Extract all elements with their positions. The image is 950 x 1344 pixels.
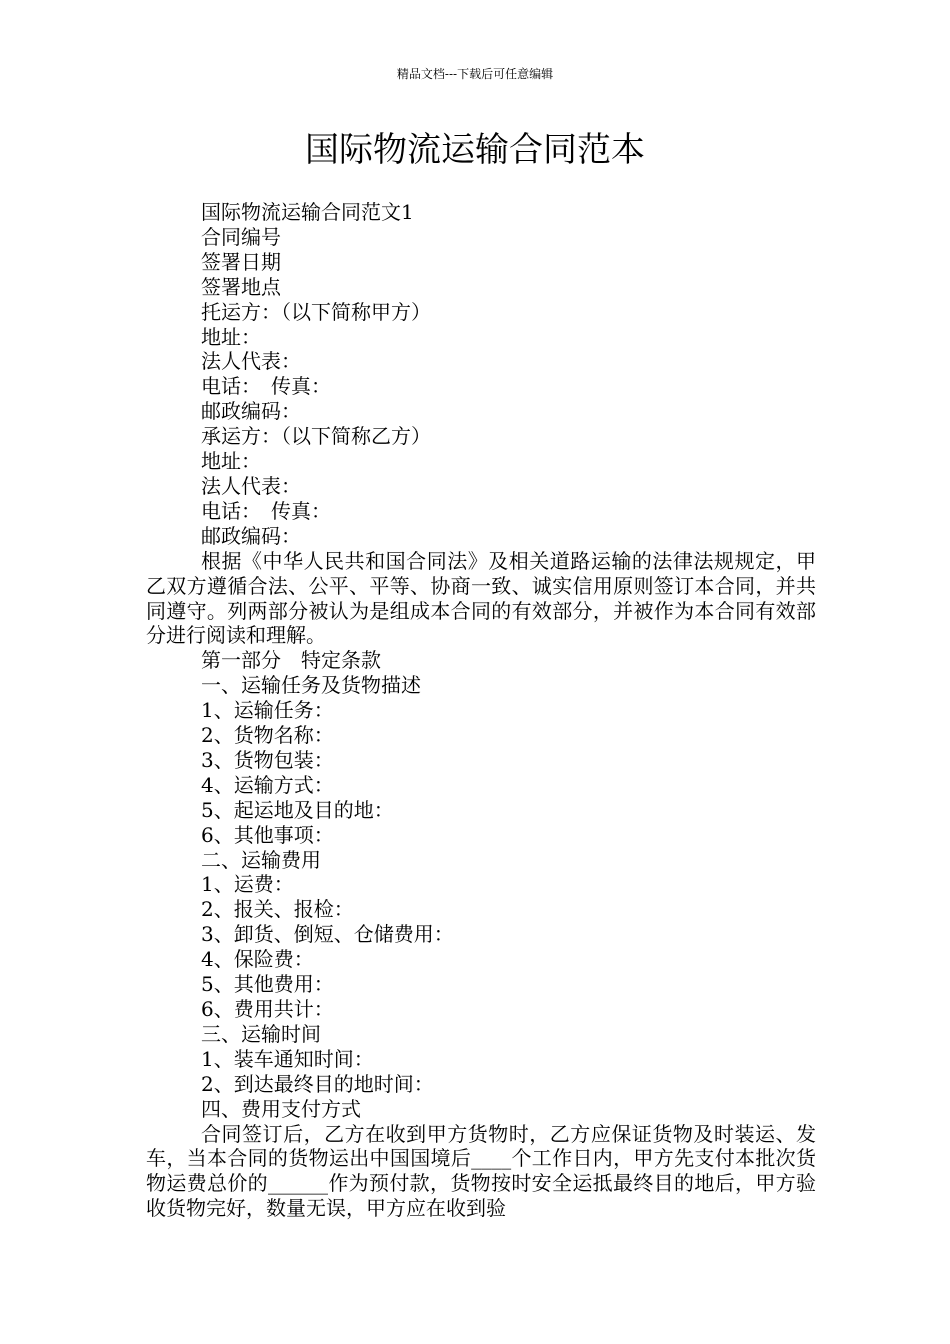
text-line: 签署日期 — [201, 249, 281, 274]
text-line: 第一部分 特定条款 — [201, 648, 381, 673]
text-line: 3、卸货、倒短、仓储费用： — [201, 922, 454, 947]
text-line: 4、运输方式： — [201, 772, 334, 797]
text-line: 电话： 传真： — [201, 498, 331, 523]
document-title: 国际物流运输合同范本 — [305, 130, 645, 170]
text-line: 5、其他费用： — [201, 972, 334, 997]
text-line: 合同编号 — [201, 224, 281, 249]
text-line: 6、费用共计： — [201, 997, 334, 1021]
text-line: 托运方：（以下简称甲方） — [201, 299, 431, 324]
text-line: 1、运费： — [201, 872, 294, 897]
text-line: 四、费用支付方式 — [201, 1096, 361, 1121]
text-line: 地址： — [201, 324, 261, 349]
paragraph: 合同签订后，乙方在收到甲方货物时，乙方应保证货物及时装运、发车，当本合同的货物运出中国国境后____个工作日内，甲方先支付本批次货物运费总价的______作为预付款，货物按时安全运抵最终目的地后，甲方验收货物完好，数量无误，甲方应在收到验 — [146, 1121, 816, 1221]
text-line: 法人代表： — [201, 349, 301, 374]
text-line: 一、运输任务及货物描述 — [201, 673, 421, 698]
text-line: 1、运输任务： — [201, 698, 334, 723]
text-line: 5、起运地及目的地： — [201, 797, 394, 822]
paragraph: 根据《中华人民共和国合同法》及相关道路运输的法律法规规定，甲乙双方遵循合法、公平、平等、协商一致、诚实信用原则签订本合同，并共同遵守。列两部分被认为是组成本合同的有效部分，并被作为本合同有效部分进行阅读和理解。 — [146, 548, 816, 648]
document-body — [146, 200, 816, 1221]
text-line: 地址： — [201, 449, 261, 474]
text-line: 3、货物包装： — [201, 747, 334, 772]
text-line: 法人代表： — [201, 473, 301, 498]
text-line: 承运方：（以下简称乙方） — [201, 424, 431, 449]
text-line: 2、货物名称： — [201, 723, 334, 748]
text-line: 邮政编码： — [201, 399, 301, 424]
text-line: 签署地点 — [201, 274, 281, 299]
text-line: 二、运输费用 — [201, 847, 321, 872]
text-line: 国际物流运输合同范文1 — [201, 200, 414, 224]
page-header: 精品文档---下载后可任意编辑 — [396, 67, 554, 81]
text-line: 2、到达最终目的地时间： — [201, 1071, 434, 1096]
text-line: 三、运输时间 — [201, 1021, 321, 1046]
text-line: 邮政编码： — [201, 523, 301, 548]
text-line: 6、其他事项： — [201, 822, 334, 847]
text-line: 2、报关、报检： — [201, 897, 354, 922]
text-line: 电话： 传真： — [201, 374, 331, 399]
text-line: 4、保险费： — [201, 947, 314, 972]
text-line: 1、装车通知时间： — [201, 1046, 374, 1071]
